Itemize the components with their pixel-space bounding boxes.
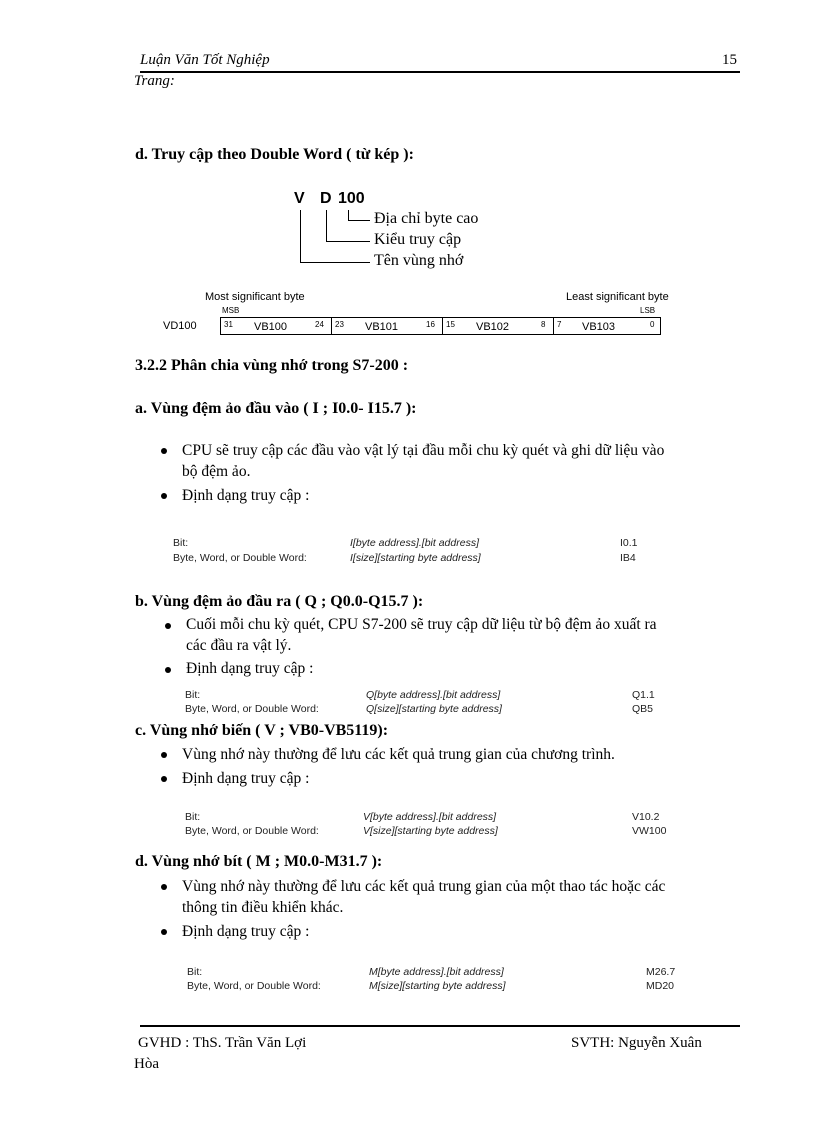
bit-bullet-2: Định dạng truy cập :	[182, 923, 310, 940]
output-word-format: Q[size][starting byte address]	[366, 703, 502, 715]
input-word-label: Byte, Word, or Double Word:	[173, 552, 307, 564]
output-word-label: Byte, Word, or Double Word:	[185, 703, 319, 715]
memory-layout-box	[220, 317, 661, 335]
variable-word-label: Byte, Word, or Double Word:	[185, 825, 319, 837]
byte-name: VB100	[254, 321, 288, 333]
variable-word-format: V[size][starting byte address]	[363, 825, 498, 837]
bullet	[161, 752, 167, 758]
byte-name: VB103	[582, 321, 616, 333]
connector-type-h	[326, 241, 370, 242]
footer-student: SVTH: Nguyễn Xuân	[571, 1035, 702, 1051]
msb-caption: Most significant byte	[205, 291, 305, 303]
heading-double-word: d. Truy cập theo Double Word ( từ kép ):	[135, 146, 414, 163]
page-number: 15	[722, 52, 737, 68]
lsb-caption: Least significant byte	[566, 291, 669, 303]
vd100-row-label: VD100	[163, 320, 197, 332]
mem-cell-vb102	[443, 318, 553, 334]
byte-name: VB101	[365, 321, 399, 333]
label-access-type: Kiểu truy cập	[374, 231, 462, 248]
heading-3-2-2: 3.2.2 Phân chia vùng nhớ trong S7-200 :	[135, 357, 409, 374]
bullet	[161, 493, 167, 499]
bullet	[161, 448, 167, 454]
header-trang-label: Trang:	[134, 73, 175, 89]
lsb-label: LSB	[640, 306, 656, 315]
heading-input-image: a. Vùng đệm ảo đầu vào ( I ; I0.0- I15.7 ):	[135, 400, 417, 417]
heading-bit-memory: d. Vùng nhớ bít ( M ; M0.0-M31.7 ):	[135, 853, 383, 870]
mem-cell-vb100	[221, 318, 331, 334]
output-bit-example: Q1.1	[632, 689, 655, 701]
bullet	[165, 667, 171, 673]
vd-letter-v: V	[294, 190, 305, 207]
bit-lo: 0	[650, 320, 655, 329]
bit-word-format: M[size][starting byte address]	[369, 980, 506, 992]
msb-label: MSB	[222, 306, 240, 315]
variable-word-example: VW100	[632, 825, 667, 837]
output-bullet-1-line-2: các đầu ra vật lý.	[186, 637, 292, 654]
bullet	[161, 929, 167, 935]
input-bullet-1-line-1: CPU sẽ truy cập các đầu vào vật lý tại đầu mỗi chu kỳ quét và ghi dữ liệu vào	[182, 442, 665, 459]
bit-lo: 8	[541, 320, 546, 329]
bit-bit-label: Bit:	[187, 966, 203, 978]
output-bit-format: Q[byte address].[bit address]	[366, 689, 501, 701]
label-area-name: Tên vùng nhớ	[374, 252, 464, 269]
connector-byte-h	[348, 220, 370, 221]
bit-word-label: Byte, Word, or Double Word:	[187, 980, 321, 992]
variable-bullet-2: Định dạng truy cập :	[182, 770, 310, 787]
connector-area	[300, 210, 301, 263]
input-bullet-1-line-2: bộ đệm ảo.	[182, 463, 251, 480]
bit-lo: 24	[315, 320, 324, 329]
bullet	[161, 776, 167, 782]
input-bullet-2: Định dạng truy cập :	[182, 487, 310, 504]
heading-output-image: b. Vùng đệm ảo đầu ra ( Q ; Q0.0-Q15.7 ):	[135, 593, 424, 610]
input-word-example: IB4	[620, 552, 636, 564]
variable-bit-label: Bit:	[185, 811, 201, 823]
header-title: Luận Văn Tốt Nghiệp	[140, 52, 270, 68]
bit-hi: 31	[224, 320, 233, 329]
bullet	[161, 884, 167, 890]
bit-hi: 23	[335, 320, 344, 329]
output-bullet-1-line-1: Cuối mỗi chu kỳ quét, CPU S7-200 sẽ truy cập dữ liệu từ bộ đệm ảo xuất ra	[186, 616, 657, 633]
variable-bit-format: V[byte address].[bit address]	[363, 811, 497, 823]
input-bit-label: Bit:	[173, 537, 189, 549]
output-bullet-2: Định dạng truy cập :	[186, 660, 314, 677]
mem-cell-vb101	[332, 318, 442, 334]
vd-address-diagram	[290, 188, 530, 278]
vd-number-100: 100	[338, 190, 365, 207]
bit-hi: 15	[446, 320, 455, 329]
variable-bit-example: V10.2	[632, 811, 660, 823]
connector-area-h	[300, 262, 370, 263]
bit-bit-format: M[byte address].[bit address]	[369, 966, 504, 978]
label-byte-address: Địa chỉ byte cao	[374, 210, 479, 227]
bit-lo: 16	[426, 320, 435, 329]
bit-hi: 7	[557, 320, 562, 329]
footer-student-continued: Hòa	[134, 1056, 159, 1072]
byte-name: VB102	[476, 321, 510, 333]
bit-bullet-1-line-2: thông tin điều khiển khác.	[182, 899, 344, 916]
heading-variable-memory: c. Vùng nhớ biến ( V ; VB0-VB5119):	[135, 722, 389, 739]
bit-word-example: MD20	[646, 980, 675, 992]
input-word-format: I[size][starting byte address]	[350, 552, 481, 564]
bit-bullet-1-line-1: Vùng nhớ này thường để lưu các kết quả trung gian của một thao tác hoặc các	[182, 878, 666, 895]
bit-bit-example: M26.7	[646, 966, 676, 978]
input-bit-format: I[byte address].[bit address]	[350, 537, 479, 549]
input-bit-example: I0.1	[620, 537, 638, 549]
variable-bullet-1: Vùng nhớ này thường để lưu các kết quả trung gian của chương trình.	[182, 746, 615, 763]
output-bit-label: Bit:	[185, 689, 201, 701]
footer-advisor: GVHD : ThS. Trần Văn Lợi	[138, 1035, 307, 1051]
header-rule	[140, 71, 740, 73]
footer-rule	[140, 1025, 740, 1027]
vd-letter-d: D	[320, 190, 332, 207]
bullet	[165, 623, 171, 629]
mem-cell-vb103	[554, 318, 660, 334]
connector-type	[326, 210, 327, 242]
output-word-example: QB5	[632, 703, 654, 715]
